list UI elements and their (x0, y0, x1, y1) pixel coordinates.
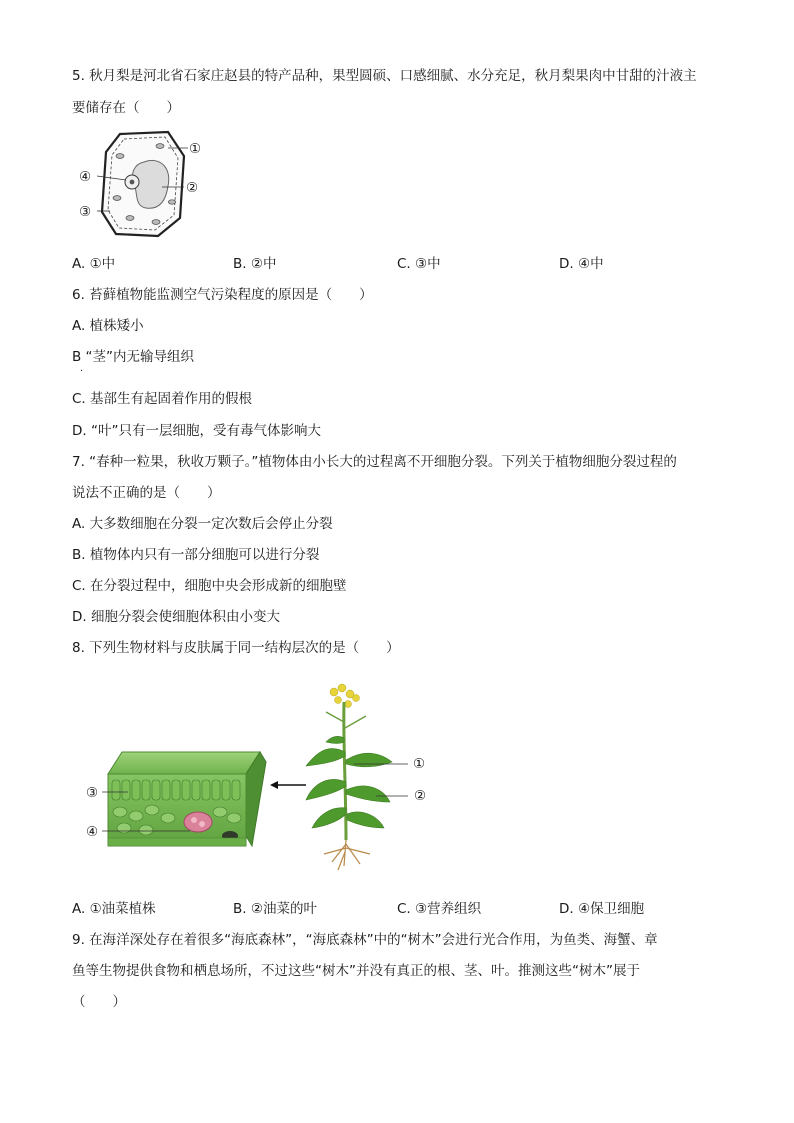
q5-option-c: C. ③中 (397, 256, 441, 272)
q8-stem: 8. 下列生物材料与皮肤属于同一结构层次的是（ ） (72, 640, 400, 656)
q6-option-d: D. “叶”只有一层细胞，受有毒气体影响大 (72, 423, 321, 439)
q7-stem-line2: 说法不正确的是（ ） (72, 485, 221, 501)
q8-label-2: ② (414, 788, 427, 804)
rapeseed-plant-figure (296, 682, 426, 872)
q5-label-1: ① (189, 141, 202, 157)
q8-option-a: A. ①油菜植株 (72, 901, 156, 917)
q8-label-4: ④ (86, 824, 99, 840)
q9-stem-line3: （ ） (72, 994, 126, 1010)
q7-option-d: D. 细胞分裂会使细胞体积由小变大 (72, 609, 280, 625)
q6-option-b: B “茎”内无输导组织 (72, 349, 195, 365)
q6-option-a: A. 植株矮小 (72, 318, 144, 334)
q8-option-c: C. ③营养组织 (397, 901, 482, 917)
q7-option-c: C. 在分裂过程中，细胞中央会形成新的细胞壁 (72, 578, 347, 594)
q7-option-a: A. 大多数细胞在分裂一定次数后会停止分裂 (72, 516, 333, 532)
q6-stem: 6. 苔藓植物能监测空气污染程度的原因是（ ） (72, 287, 373, 303)
q7-stem-line1: 7. “春种一粒果，秋收万颗子。”植物体由小长大的过程离不开细胞分裂。下列关于植物细胞分裂过程的 (72, 454, 677, 470)
q6-stray-dot: . (80, 363, 84, 374)
q8-label-1: ① (413, 756, 426, 772)
q5-label-3: ③ (79, 204, 92, 220)
q9-stem-line2: 鱼等生物提供食物和栖息场所，不过这些“树木”并没有真正的根、茎、叶。推测这些“树木”展于 (72, 963, 640, 979)
leaf-tissue-block-figure (80, 740, 290, 858)
q5-label-2: ② (186, 180, 199, 196)
q5-label-4: ④ (79, 169, 92, 185)
q8-option-d: D. ④保卫细胞 (559, 901, 645, 917)
q5-option-b: B. ②中 (233, 256, 277, 272)
q8-option-b: B. ②油菜的叶 (233, 901, 317, 917)
q9-stem-line1: 9. 在海洋深处存在着很多“海底森林”，“海底森林”中的“树木”会进行光合作用，为鱼类、海蟹、章 (72, 932, 658, 948)
q5-stem-line1: 5. 秋月梨是河北省石家庄赵县的特产品种，果型圆硕、口感细腻、水分充足，秋月梨果肉中甘甜的汁液主 (72, 68, 697, 84)
q5-option-d: D. ④中 (559, 256, 604, 272)
q6-option-c: C. 基部生有起固着作用的假根 (72, 391, 253, 407)
q5-option-a: A. ①中 (72, 256, 116, 272)
q7-option-b: B. 植物体内只有一部分细胞可以进行分裂 (72, 547, 320, 563)
q8-label-3: ③ (86, 785, 99, 801)
q5-stem-line2: 要储存在（ ） (72, 100, 180, 116)
